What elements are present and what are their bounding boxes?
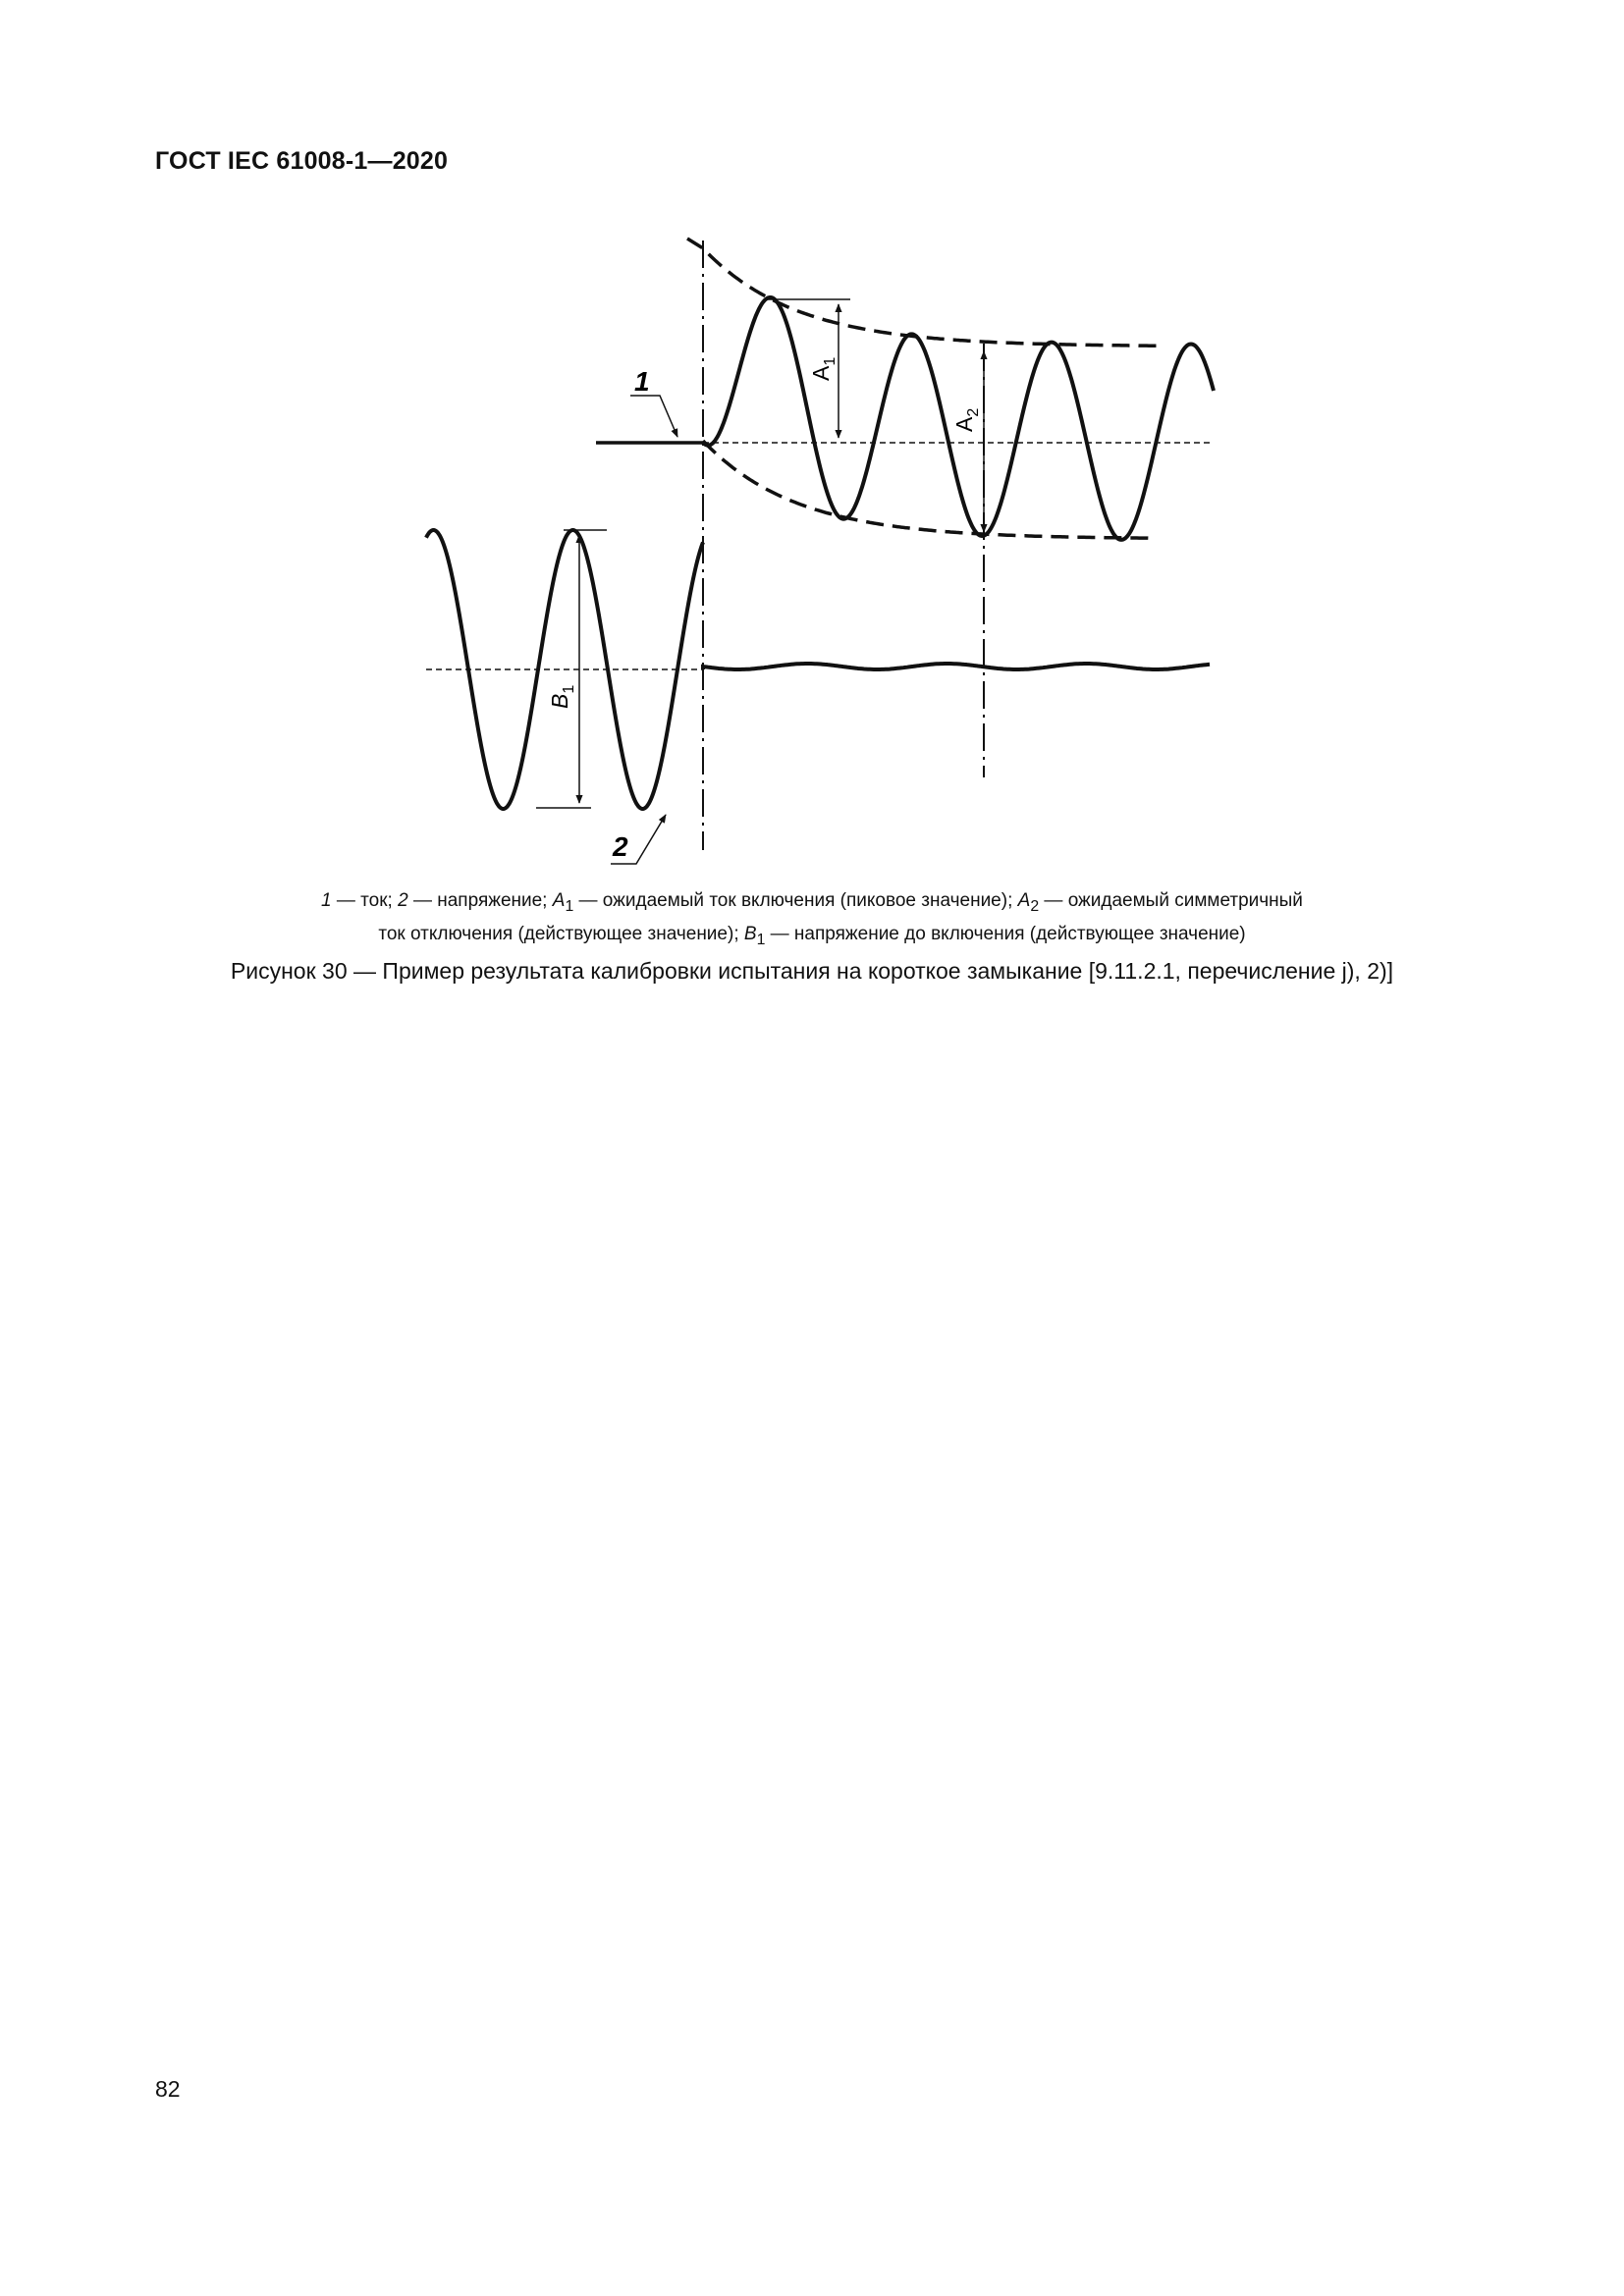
figure-caption: Рисунок 30 — Пример результата калибровки испытания на короткое замыкание [9.11.2.1, перечисление j), 2)] (230, 958, 1394, 984)
dim-a2-letter: A (951, 416, 977, 432)
svg-text:A2 (951, 408, 982, 432)
figure-legend (196, 887, 1428, 954)
legend-key-2: 2 (398, 890, 408, 911)
dim-b1-sub: 1 (561, 684, 577, 694)
document-header: ГОСТ IEC 61008-1—2020 (155, 147, 449, 175)
svg-text:A1 (808, 357, 839, 381)
dim-a2-sub: 2 (965, 407, 982, 417)
callout-1-label: 1 (634, 366, 650, 397)
svg-text:B1 (547, 685, 577, 709)
legend-key-1: 1 (321, 890, 332, 911)
dim-a1-letter: A (808, 365, 834, 381)
callout-1 (630, 366, 677, 437)
callout-2 (611, 815, 666, 864)
dim-a1-sub: 1 (822, 356, 839, 366)
legend-line-1: 1 — ток; 2 — напряжение; $A_1$ — ожидаемый ток включения (пиковое значение); $A_2$ — ожидаемый симметричный (321, 890, 1303, 915)
voltage-residual (703, 664, 1210, 669)
current-envelope-upper (687, 239, 1157, 346)
page-number: 82 (155, 2076, 181, 2102)
callout-2-label: 2 (613, 831, 628, 862)
dim-b1-letter: B (547, 693, 572, 709)
legend-line-2: ток отключения (действующее значение); $B_1$ — напряжение до включения (действующее значение) (378, 923, 1246, 948)
dimension-a2 (951, 351, 984, 532)
